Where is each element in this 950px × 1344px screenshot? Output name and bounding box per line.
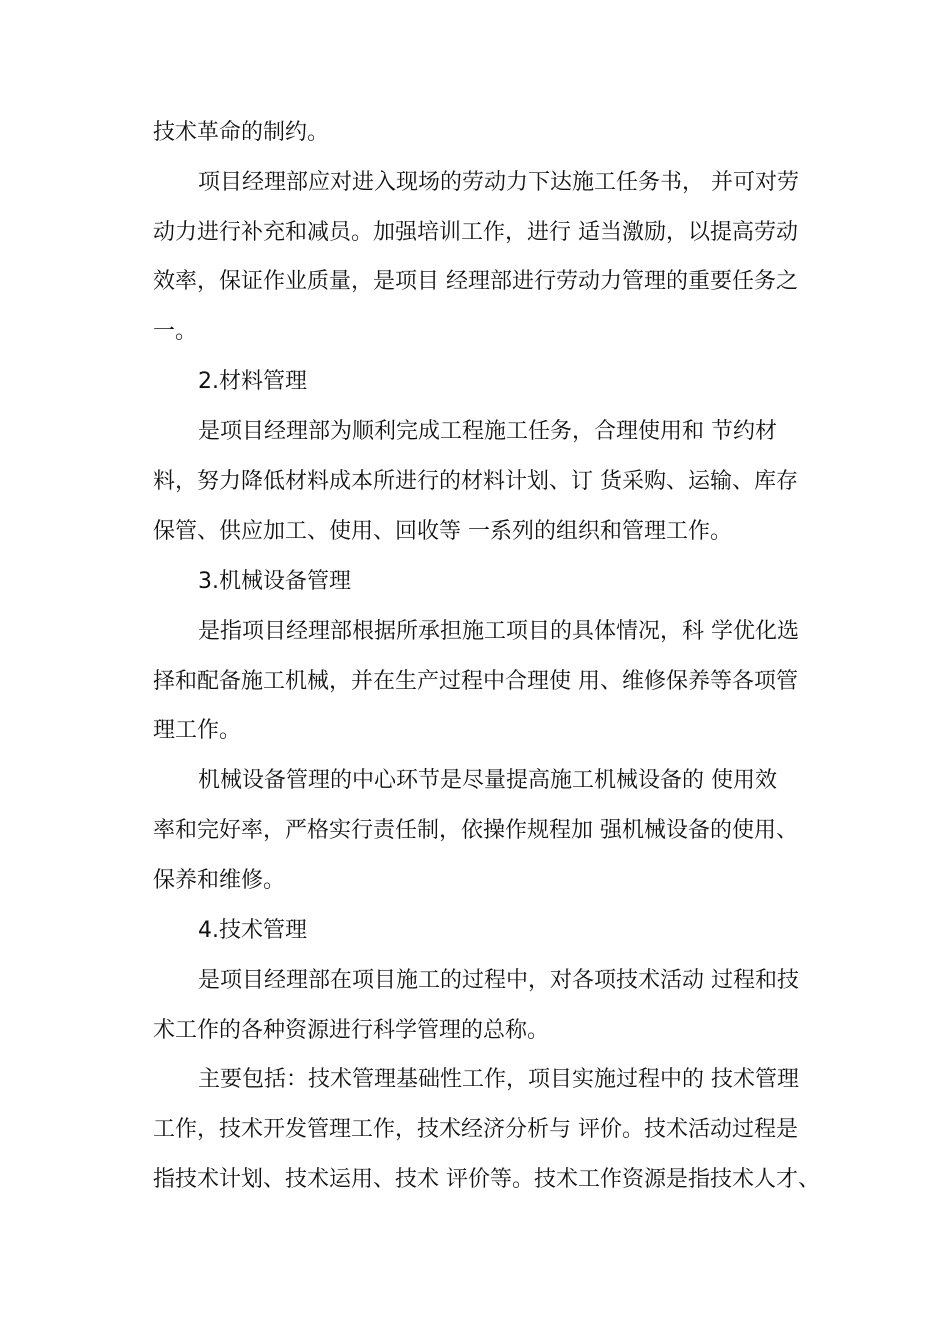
- paragraph-first-line: 是项目经理部在项目施工的过程中，对各项技术活动 过程和技: [198, 968, 799, 993]
- text-line: 效率，保证作业质量，是项目 经理部进行劳动力管理的重要任务之: [153, 269, 798, 294]
- text-line: 术工作的各种资源进行科学管理的总称。: [153, 1018, 550, 1043]
- text-line: 择和配备施工机械，并在生产过程中合理使 用、维修保养等各项管: [153, 669, 798, 694]
- paragraph-first-line: 是指项目经理部根据所承担施工项目的具体情况，科 学优化选: [198, 619, 799, 644]
- text-line: 动力进行补充和减员。加强培训工作，进行 适当激励，以提高劳动: [153, 220, 798, 245]
- text-line: 一。: [153, 319, 198, 344]
- text-line: 率和完好率，严格实行责任制，依操作规程加 强机械设备的使用、: [153, 818, 798, 843]
- section-heading: 2.材料管理: [198, 369, 307, 394]
- text-line: 指技术计划、技术运用、技术 评价等。技术工作资源是指技术人才、: [153, 1167, 820, 1192]
- paragraph-first-line: 项目经理部应对进入现场的劳动力下达施工任务书， 并可对劳: [198, 170, 799, 195]
- text-line: 工作，技术开发管理工作，技术经济分析与 评价。技术活动过程是: [153, 1117, 798, 1142]
- paragraph-first-line: 主要包括：技术管理基础性工作，项目实施过程中的 技术管理: [198, 1067, 799, 1092]
- paragraph-first-line: 机械设备管理的中心环节是尽量提高施工机械设备的 使用效: [198, 768, 777, 793]
- text-line: 保养和维修。: [153, 868, 286, 893]
- paragraph-first-line: 是项目经理部为顺利完成工程施工任务，合理使用和 节约材: [198, 419, 777, 444]
- text-line: 理工作。: [153, 718, 242, 743]
- text-line: 技术革命的制约。: [153, 120, 330, 145]
- section-heading: 3.机械设备管理: [198, 569, 351, 594]
- section-heading: 4.技术管理: [198, 918, 307, 943]
- text-line: 料，努力降低材料成本所进行的材料计划、订 货采购、运输、库存: [153, 469, 798, 494]
- text-line: 保管、供应加工、使用、回收等 一系列的组织和管理工作。: [153, 519, 732, 544]
